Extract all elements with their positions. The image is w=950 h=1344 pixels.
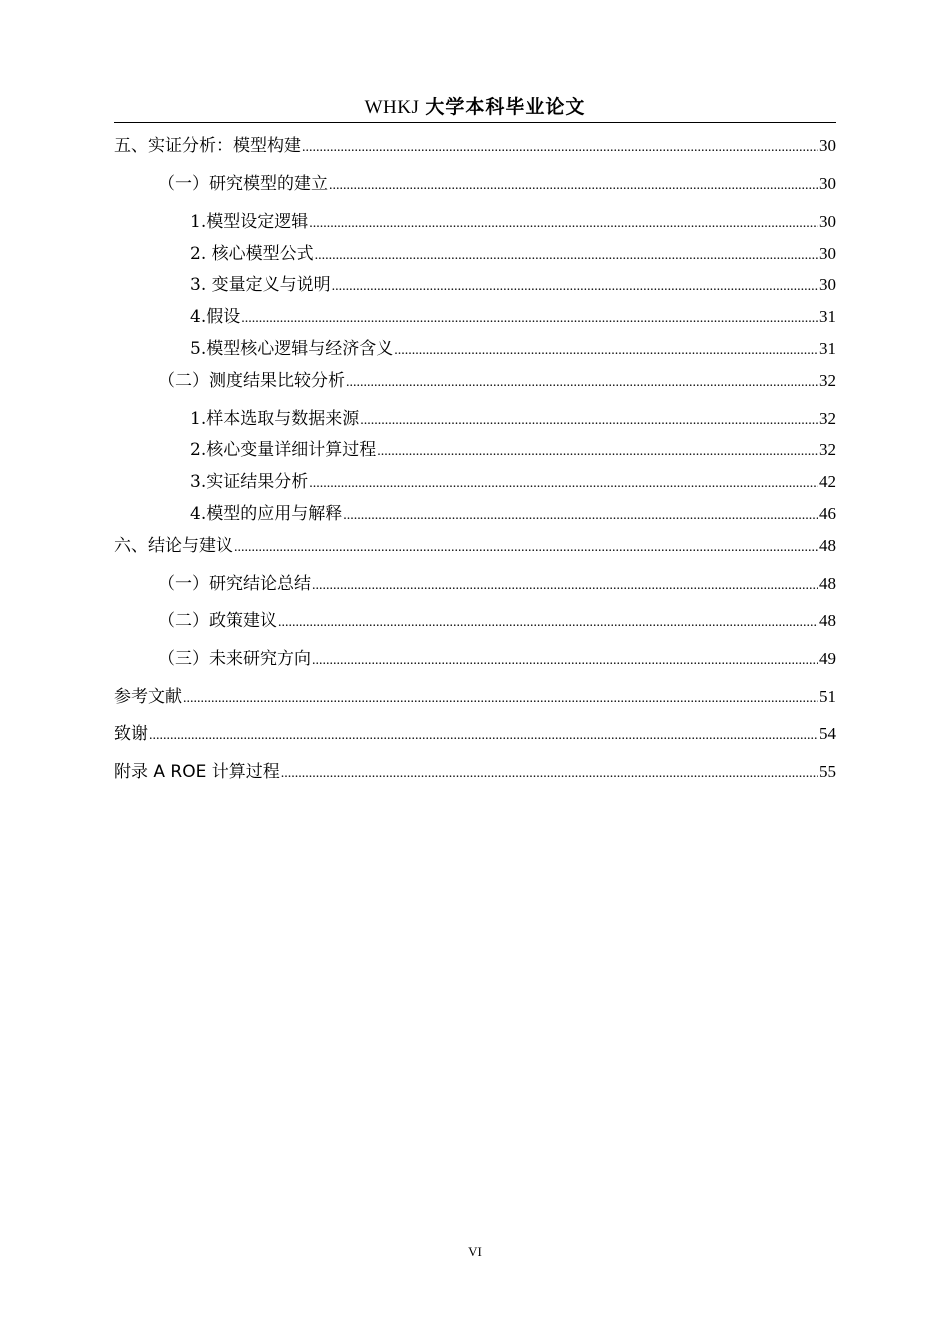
toc-entry[interactable]: [114, 502, 836, 526]
toc-entry-title: 2. 核心模型公式: [190, 244, 314, 264]
toc-entry[interactable]: [114, 647, 836, 671]
toc-entry-title: （一）研究结论总结: [158, 574, 311, 594]
toc-entry-page: 48: [819, 611, 836, 630]
toc-entry-page: 32: [819, 409, 836, 428]
toc-entry-title: 1.样本选取与数据来源: [190, 409, 360, 429]
toc-entry[interactable]: [114, 369, 836, 393]
header-title: 大学本科毕业论文: [425, 96, 586, 118]
toc-entry-page: 32: [819, 371, 836, 390]
toc-entry-page: 48: [819, 536, 836, 555]
toc-leader-dots: [149, 722, 818, 746]
toc-leader-dots: [346, 369, 818, 393]
toc-entry[interactable]: [114, 722, 836, 746]
toc-entry[interactable]: [114, 305, 836, 329]
toc-entry-page: 46: [819, 504, 836, 523]
toc-leader-dots: [312, 572, 818, 596]
toc-leader-dots: [278, 609, 818, 633]
toc-entry-page: 48: [819, 574, 836, 593]
toc-entry-title: 5.模型核心逻辑与经济含义: [190, 339, 394, 359]
toc-entry-title: （一）研究模型的建立: [158, 174, 328, 194]
toc-entry[interactable]: [114, 534, 836, 558]
toc-entry-title: 参考文献: [114, 687, 182, 707]
toc-entry-page: 30: [819, 244, 836, 263]
toc-entry[interactable]: [114, 134, 836, 158]
toc-leader-dots: [312, 647, 818, 671]
toc-leader-dots: [241, 305, 818, 329]
toc-entry-page: 32: [819, 440, 836, 459]
toc-entry[interactable]: [114, 438, 836, 462]
toc-entry-page: 30: [819, 136, 836, 155]
page-header: [114, 94, 836, 123]
toc-leader-dots: [234, 534, 818, 558]
toc-entry[interactable]: [114, 407, 836, 431]
toc-entry[interactable]: [114, 685, 836, 709]
toc-entry-title: 致谢: [114, 724, 148, 744]
toc-entry-page: 51: [819, 687, 836, 706]
toc-entry[interactable]: [114, 609, 836, 633]
toc-entry-page: 55: [819, 762, 836, 781]
toc-entry-page: 42: [819, 472, 836, 491]
toc-leader-dots: [360, 407, 818, 431]
toc-entry-title: 六、结论与建议: [114, 536, 233, 556]
toc-leader-dots: [183, 685, 818, 709]
toc-leader-dots: [332, 273, 818, 297]
toc-entry-title: 五、实证分析：模型构建: [114, 136, 301, 156]
toc-entry[interactable]: [114, 760, 836, 784]
toc-entry-page: 30: [819, 212, 836, 231]
toc-entry-title: （二）政策建议: [158, 611, 277, 631]
toc-entry[interactable]: [114, 210, 836, 234]
toc-entry-page: 30: [819, 275, 836, 294]
toc-leader-dots: [309, 470, 818, 494]
toc-leader-dots: [315, 242, 818, 266]
toc-entry-title: 4.模型的应用与解释: [190, 504, 343, 524]
toc-entry[interactable]: [114, 337, 836, 361]
toc-entry-title: 附录 A ROE 计算过程: [114, 762, 280, 782]
toc-entry[interactable]: [114, 572, 836, 596]
toc-entry-page: 54: [819, 724, 836, 743]
toc-entry-title: （三）未来研究方向: [158, 649, 311, 669]
toc-leader-dots: [281, 760, 818, 784]
toc-entry[interactable]: [114, 242, 836, 266]
toc-entry-title: 3.实证结果分析: [190, 472, 309, 492]
page-number: VI: [468, 1244, 482, 1259]
toc-entry-title: 4.假设: [190, 307, 241, 327]
toc-entry-page: 30: [819, 174, 836, 193]
toc-entry-page: 49: [819, 649, 836, 668]
toc-entry-title: 3. 变量定义与说明: [190, 275, 331, 295]
toc-leader-dots: [377, 438, 818, 462]
toc-leader-dots: [329, 172, 818, 196]
toc-entry[interactable]: [114, 172, 836, 196]
toc-leader-dots: [302, 134, 818, 158]
toc-entry-title: 2.核心变量详细计算过程: [190, 440, 377, 460]
toc-entry-title: （二）测度结果比较分析: [158, 371, 345, 391]
toc-leader-dots: [343, 502, 818, 526]
toc-entry-page: 31: [819, 339, 836, 358]
toc-entry-title: 1.模型设定逻辑: [190, 212, 309, 232]
toc-leader-dots: [309, 210, 818, 234]
toc-entry-page: 31: [819, 307, 836, 326]
toc-entry[interactable]: [114, 273, 836, 297]
header-latin: WHKJ: [364, 97, 420, 118]
toc-entry[interactable]: [114, 470, 836, 494]
toc-leader-dots: [394, 337, 818, 361]
